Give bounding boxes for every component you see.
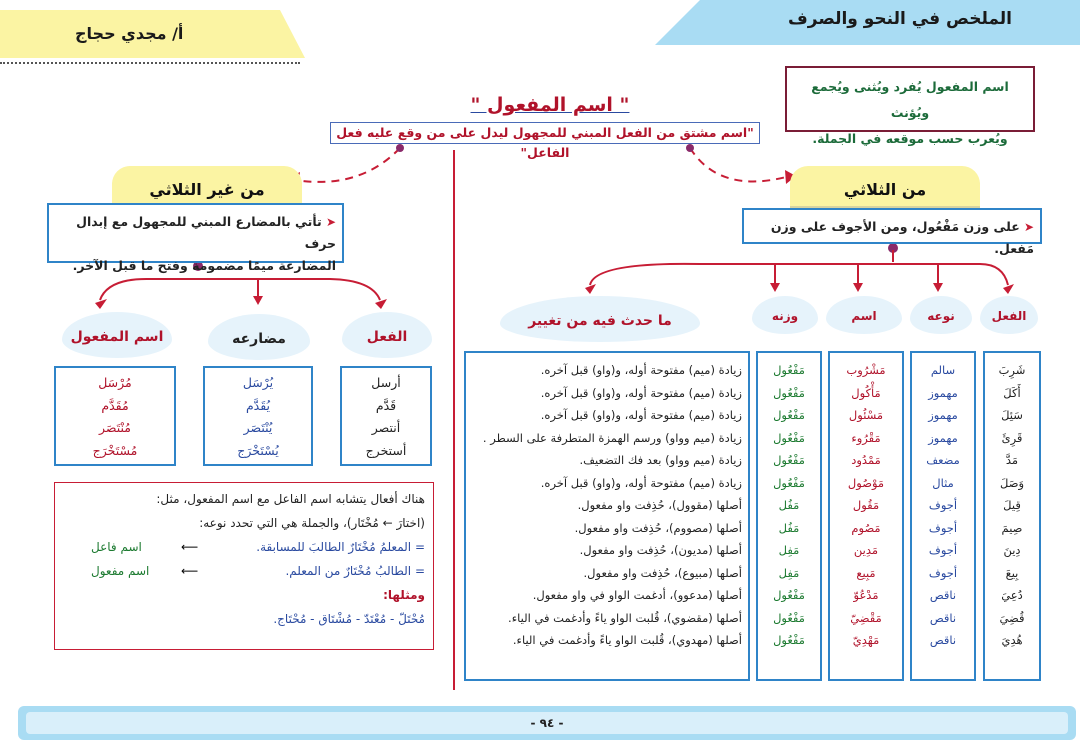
pointer-icon: ➤: [1019, 220, 1034, 234]
cell: مَفِل: [778, 565, 800, 580]
thulathi-heading: من الثلاثي: [790, 166, 980, 206]
cell: صِيمَ: [1001, 520, 1023, 535]
cell: أنتصر: [371, 420, 401, 435]
left-header-mudari: مضارعه: [208, 314, 310, 360]
cell: مَشْرُوب: [846, 363, 886, 377]
cell: مَسْئُول: [848, 408, 884, 422]
example-2: = الطالبُ مُخْتَارٌ من المعلم.: [285, 564, 425, 578]
cell: قِيلَ: [1003, 498, 1021, 512]
cell: أرسل: [371, 375, 401, 390]
cell: هُدِيَ: [1001, 633, 1023, 647]
cell: أصلها (مبيوع)، حُذِفت واو مفعول.: [583, 565, 742, 580]
header-wazn: وزنه: [752, 296, 818, 334]
thulathi-rule: ➤ على وزن مَفْعُول، ومن الأجوف على وزن مَفعل.: [770, 219, 1034, 256]
arrow-left-icon: ⟵: [181, 564, 199, 578]
example-1: = المعلمُ مُخْتَارٌ الطالبَ للمسابقة.: [256, 540, 425, 554]
cell: يُرْسَل: [242, 375, 274, 390]
cell: دُعِيَ: [1001, 588, 1023, 602]
extra-examples: مُحْتَلّ - مُعْتَدّ - مُشْتَاق - مُحْتَاج.: [273, 612, 425, 626]
example-1-label: اسم فاعل: [91, 540, 142, 554]
cell: زيادة (ميم وواو) ورسم الهمزة المتطرفة على السطر .: [482, 430, 742, 445]
cell: أصلها (مدعوو)، أدغمت الواو في واو مفعول.: [532, 588, 742, 602]
cell: مَدْعُوّ: [853, 588, 879, 602]
cell: مَبِيع: [856, 565, 876, 580]
cell: مَقُول: [852, 498, 880, 512]
cell: مَفُل: [778, 520, 800, 535]
left-column-mudari: [203, 366, 313, 466]
left-header-fi3l: الفعل: [342, 312, 432, 358]
cell: أجوف: [928, 543, 958, 557]
cell: أصلها (مصووم)، حُذِفت واو مفعول.: [574, 520, 742, 535]
definition-box: "اسم مشتق من الفعل المبني للمجهول ليدل على من وقع عليه فعل الفاعل": [330, 122, 760, 144]
header-fi3l: الفعل: [980, 296, 1038, 334]
ghayr-thulathi-heading: من غير الثلاثي: [112, 166, 302, 206]
cell: مهموز: [928, 385, 958, 400]
cell: أصلها (مهدوي)، قُلبت الواو ياءً وأدغمت في الياء.: [512, 633, 742, 647]
cell: مَفْعُول: [773, 475, 805, 490]
cell: مهموز: [928, 430, 958, 445]
thulathi-rule-box: [742, 208, 1042, 256]
page-title: " اسم المفعول ": [470, 94, 630, 116]
cell: ناقص: [929, 610, 957, 625]
cell: ناقص: [929, 588, 957, 602]
header-naw3: نوعه: [910, 296, 972, 334]
column-ism-maf3ul: [828, 351, 904, 681]
note-line-2: ويُعرب حسب موقعه في الجملة.: [812, 131, 1008, 146]
similar-forms-box: [54, 482, 434, 650]
cell: مثال: [932, 475, 954, 490]
cell: قَرِئَ: [1001, 430, 1023, 445]
cell: دِينَ: [1003, 543, 1021, 557]
cell: مَقْضِيّ: [850, 610, 882, 625]
cell: مَفْعُول: [773, 363, 805, 377]
column-wazn: [756, 351, 822, 681]
note-line-1: اسم المفعول يُفرد ويُثنى ويُجمع ويُؤنث: [811, 79, 1009, 120]
ghayr-rule-box: [47, 203, 344, 273]
cell: مَفُل: [778, 498, 800, 512]
cell: مَفْعُول: [773, 453, 805, 467]
cell: قَدَّم: [375, 397, 397, 413]
cell: مَقْرُوء: [851, 430, 881, 445]
cell: زيادة (ميم) مفتوحة أوله، و(واو) قبل آخره.: [540, 363, 742, 377]
cell: أجوف: [928, 520, 958, 535]
extra-like: ومثلها:: [383, 588, 425, 602]
cell: مَفْعُول: [773, 430, 805, 445]
cell: يُنْتَصَر: [243, 420, 273, 435]
cell: مُقَدَّم: [101, 397, 129, 413]
cell: أجوف: [928, 565, 958, 580]
cell: ناقص: [929, 633, 957, 647]
cell: مَفْعُول: [773, 633, 805, 647]
cell: سَئِلَ: [1001, 408, 1023, 422]
cell: أستخرج: [365, 442, 407, 458]
header-ism-maf3ul: اسم: [826, 296, 902, 334]
cell: زيادة (ميم) مفتوحة أوله، و(واو) قبل آخره.: [540, 475, 742, 490]
arrow-left-icon: ⟵: [181, 540, 199, 554]
cell: مَوْصُول: [847, 475, 885, 490]
cell: مَأْكُول: [851, 385, 881, 400]
cell: زيادة (ميم وواو) بعد فك التضعيف.: [579, 453, 742, 467]
cell: مَفْعُول: [773, 610, 805, 625]
cell: مُسْتَخْرَج: [92, 442, 138, 458]
example-2-label: اسم مفعول: [91, 564, 150, 578]
cell: وَصَلَ: [999, 475, 1025, 490]
cell: أصلها (مديون)، حُذِفت واو مفعول.: [579, 543, 742, 557]
cell: أَكَلَ: [1003, 385, 1021, 400]
left-column-ism-maf3ul: [54, 366, 176, 466]
cell: مهموز: [928, 408, 958, 422]
pointer-icon: ➤: [321, 215, 336, 229]
cell: مَفِل: [778, 543, 800, 557]
cell: زيادة (ميم) مفتوحة أوله، و(واو) قبل آخره.: [540, 408, 742, 422]
header-author: أ/ مجدي حجاج: [75, 24, 184, 43]
ghayr-rule: ➤ تأتي بالمضارع المبني للمجهول مع إبدال حرف المضارعة ميمًا مضمومة وفتح ما قبل الآخر.: [72, 214, 336, 273]
cell: مَهْدِيّ: [852, 633, 880, 647]
left-header-ism-maf3ul: اسم المفعول: [62, 312, 172, 358]
example-row-2: [63, 559, 425, 583]
cell: قُضِيَ: [999, 610, 1025, 625]
column-fi3l: [983, 351, 1041, 681]
header-change: ما حدث فيه من تغيير: [500, 296, 700, 342]
column-naw3: [910, 351, 976, 681]
cell: يُسْتَخْرَج: [237, 442, 279, 458]
column-change: [464, 351, 750, 681]
center-divider: [453, 150, 455, 690]
cell: أصلها (مقوول)، حُذِفت واو مفعول.: [577, 498, 742, 512]
cell: أجوف: [928, 498, 958, 512]
cell: مَفْعُول: [773, 588, 805, 602]
cell: مَفْعُول: [773, 408, 805, 422]
cell: يُقَدَّم: [245, 397, 271, 413]
left-column-fi3l: [340, 366, 432, 466]
cell: مَفْعُول: [773, 385, 805, 400]
cell: مضعف: [926, 453, 960, 467]
extra-line-1: هناك أفعال يتشابه اسم الفاعل مع اسم المفعول، مثل:: [156, 492, 425, 506]
extra-line-2: (اختارَ ← مُخْتَار)، والجملة هي التي تحدد نوعه:: [199, 516, 425, 530]
cell: بِيعَ: [1005, 565, 1019, 580]
cell: مَدِين: [853, 543, 879, 557]
cell: مَصُوم: [851, 520, 881, 535]
cell: مُرْسَل: [98, 375, 132, 390]
cell: زيادة (ميم) مفتوحة أوله، و(واو) قبل آخره.: [540, 385, 742, 400]
page-number: - ٩٤ -: [26, 712, 1068, 734]
cell: مُنْتَصَر: [99, 420, 131, 435]
header-book-title: الملخص في النحو والصرف: [788, 9, 1012, 29]
cell: سالم: [930, 363, 956, 377]
cell: مَمْدُود: [851, 453, 881, 467]
cell: شَرِبَ: [998, 363, 1026, 377]
cell: أصلها (مقضوي)، قُلبت الواو ياءً وأدغمت في الياء.: [508, 610, 742, 625]
cell: مَدَّ: [1005, 453, 1019, 467]
example-row-1: [63, 535, 425, 559]
